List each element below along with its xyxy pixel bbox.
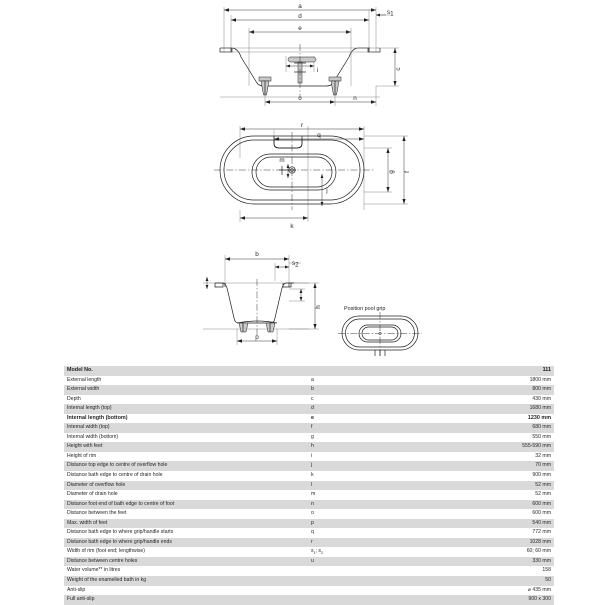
table-row [64, 471, 554, 481]
dim-f-label: f [404, 171, 411, 173]
row-label-cell: Internal width (top) [64, 423, 308, 433]
table-row [64, 404, 554, 414]
row-label-cell: Distance bath edge to centre of drain hole [64, 471, 308, 481]
row-symbol-cell: h [308, 442, 438, 452]
row-label-cell: Internal width (bottom) [64, 433, 308, 443]
row-value-cell: 555-590 mm [438, 442, 554, 452]
row-symbol-cell [308, 586, 438, 596]
table-row [64, 385, 554, 395]
dim-h-label: h [315, 305, 322, 309]
table-row [64, 566, 554, 576]
table-row [64, 423, 554, 433]
table-row [64, 528, 554, 538]
row-label-cell: Diameter of overflow hole [64, 481, 308, 491]
dim-a-label: a [298, 3, 302, 10]
table-row [64, 557, 554, 567]
dim-s1-label: s1 [387, 9, 394, 18]
row-value-cell: 550 mm [438, 433, 554, 443]
row-value-cell: 772 mm [438, 528, 554, 538]
table-row [64, 509, 554, 519]
specification-table [64, 366, 554, 605]
dim-n-label: n [353, 95, 357, 102]
row-label-cell: Distance between the feet [64, 509, 308, 519]
plan-view-drawing [212, 118, 432, 230]
row-symbol-cell: m [308, 490, 438, 500]
pool-grip-detail-drawing [336, 300, 426, 356]
table-row [64, 576, 554, 586]
row-value-cell: 330 mm [438, 557, 554, 567]
row-label-cell: Internal length (bottom) [64, 414, 308, 424]
row-label-cell: Distance between centre holes [64, 557, 308, 567]
row-label-cell: Diameter of drain hole [64, 490, 308, 500]
dim-r-label: r [300, 122, 304, 129]
row-value-cell: 50 [438, 576, 554, 586]
table-row [64, 538, 554, 548]
row-label-cell: Depth [64, 395, 308, 405]
row-value-cell: 70 mm [438, 461, 554, 471]
row-value-cell: 52 mm [438, 481, 554, 491]
row-symbol-cell: c [308, 395, 438, 405]
dim-s2-label: s2 [292, 260, 299, 269]
table-row [64, 586, 554, 596]
row-value-cell: 680 mm [438, 423, 554, 433]
row-symbol-cell: r [308, 538, 438, 548]
row-label-cell: Weight of the enamelled bath in kg [64, 576, 308, 586]
row-label-cell: Distance bath edge to where grip/handle ends [64, 538, 308, 548]
row-value-cell: 900 mm [438, 471, 554, 481]
table-row [64, 442, 554, 452]
row-symbol-cell: b [308, 385, 438, 395]
dim-o-label: o [298, 95, 302, 102]
table-row [64, 395, 554, 405]
row-value-cell: 32 mm [438, 452, 554, 462]
dim-d-label: d [298, 13, 302, 20]
row-symbol-cell: f [308, 423, 438, 433]
table-body [64, 366, 554, 605]
row-value-cell: 158 [438, 566, 554, 576]
row-label-cell: Distance foot end of bath edge to centre of foot [64, 500, 308, 510]
header-value-cell: 111 [438, 366, 554, 376]
table-row [64, 481, 554, 491]
row-symbol-cell: a [308, 376, 438, 386]
pool-grip-caption: Position pool grip [344, 306, 386, 312]
table-row [64, 490, 554, 500]
row-value-cell: 600 mm [438, 500, 554, 510]
row-symbol-cell: l [308, 481, 438, 491]
dim-c-label: c [395, 67, 402, 71]
table-row [64, 452, 554, 462]
dim-p-label: p [255, 334, 259, 341]
row-symbol-cell: p [308, 519, 438, 529]
row-label-cell: Distance top edge to centre of overflow hole [64, 461, 308, 471]
dim-j-label: j [326, 187, 328, 194]
row-symbol-cell: k [308, 471, 438, 481]
row-value-cell: 1680 mm [438, 404, 554, 414]
row-symbol-cell: i [308, 452, 438, 462]
row-symbol-cell: n [308, 500, 438, 510]
row-label-cell: Width of rim (foot end; lengthwise) [64, 547, 308, 557]
dim-e-label: e [298, 25, 302, 32]
dim-m-label: m [279, 157, 285, 164]
table-row [64, 547, 554, 557]
row-symbol-cell: d [308, 404, 438, 414]
row-label-cell: External width [64, 385, 308, 395]
row-value-cell: 52 mm [438, 490, 554, 500]
dim-i-label: i [317, 67, 319, 74]
dim-g-label: g [388, 170, 395, 174]
table-row [64, 414, 554, 424]
row-value-cell: 540 mm [438, 519, 554, 529]
table-row [64, 500, 554, 510]
dim-q-label: q [317, 132, 321, 139]
header-label-cell: Model No. [64, 366, 308, 376]
row-value-cell: 1800 mm [438, 376, 554, 386]
row-symbol-cell [308, 566, 438, 576]
row-label-cell: Internal length (top) [64, 404, 308, 414]
row-value-cell: 430 mm [438, 395, 554, 405]
row-symbol-cell: o [308, 509, 438, 519]
table-header-row [64, 366, 554, 376]
row-label-cell: Height of rim [64, 452, 308, 462]
row-symbol-cell [308, 576, 438, 586]
row-value-cell: 60; 60 mm [438, 547, 554, 557]
row-value-cell: 800 mm [438, 385, 554, 395]
dim-k-label: k [290, 223, 294, 230]
row-label-cell: Max. width of feet [64, 519, 308, 529]
row-value-cell: ⌀ 435 mm [438, 586, 554, 596]
row-symbol-cell: e [308, 414, 438, 424]
dim-b-label: b [255, 251, 259, 258]
row-symbol-cell: g [308, 433, 438, 443]
row-value-cell: 600 mm [438, 509, 554, 519]
row-value-cell: 900 x 300 [438, 595, 554, 605]
row-value-cell: 1230 mm [438, 414, 554, 424]
table-row [64, 461, 554, 471]
table-row [64, 433, 554, 443]
side-elevation-drawing [197, 245, 332, 350]
header-symbol-cell [308, 366, 438, 376]
row-label-cell: Distance bath edge to where grip/handle starts [64, 528, 308, 538]
row-symbol-cell: u [308, 557, 438, 567]
row-label-cell: External length [64, 376, 308, 386]
row-symbol-cell: q [308, 528, 438, 538]
row-value-cell: 1028 mm [438, 538, 554, 548]
row-symbol-cell: j [308, 461, 438, 471]
table-row [64, 376, 554, 386]
table-row [64, 519, 554, 529]
front-elevation-drawing [190, 2, 440, 114]
row-label-cell: Full anti-slip [64, 595, 308, 605]
row-label-cell: Anti-slip [64, 586, 308, 596]
row-label-cell: Height with feet [64, 442, 308, 452]
row-symbol-cell: $s_1$; $s_2$ [308, 547, 438, 557]
row-label-cell: Water volume** in litres [64, 566, 308, 576]
